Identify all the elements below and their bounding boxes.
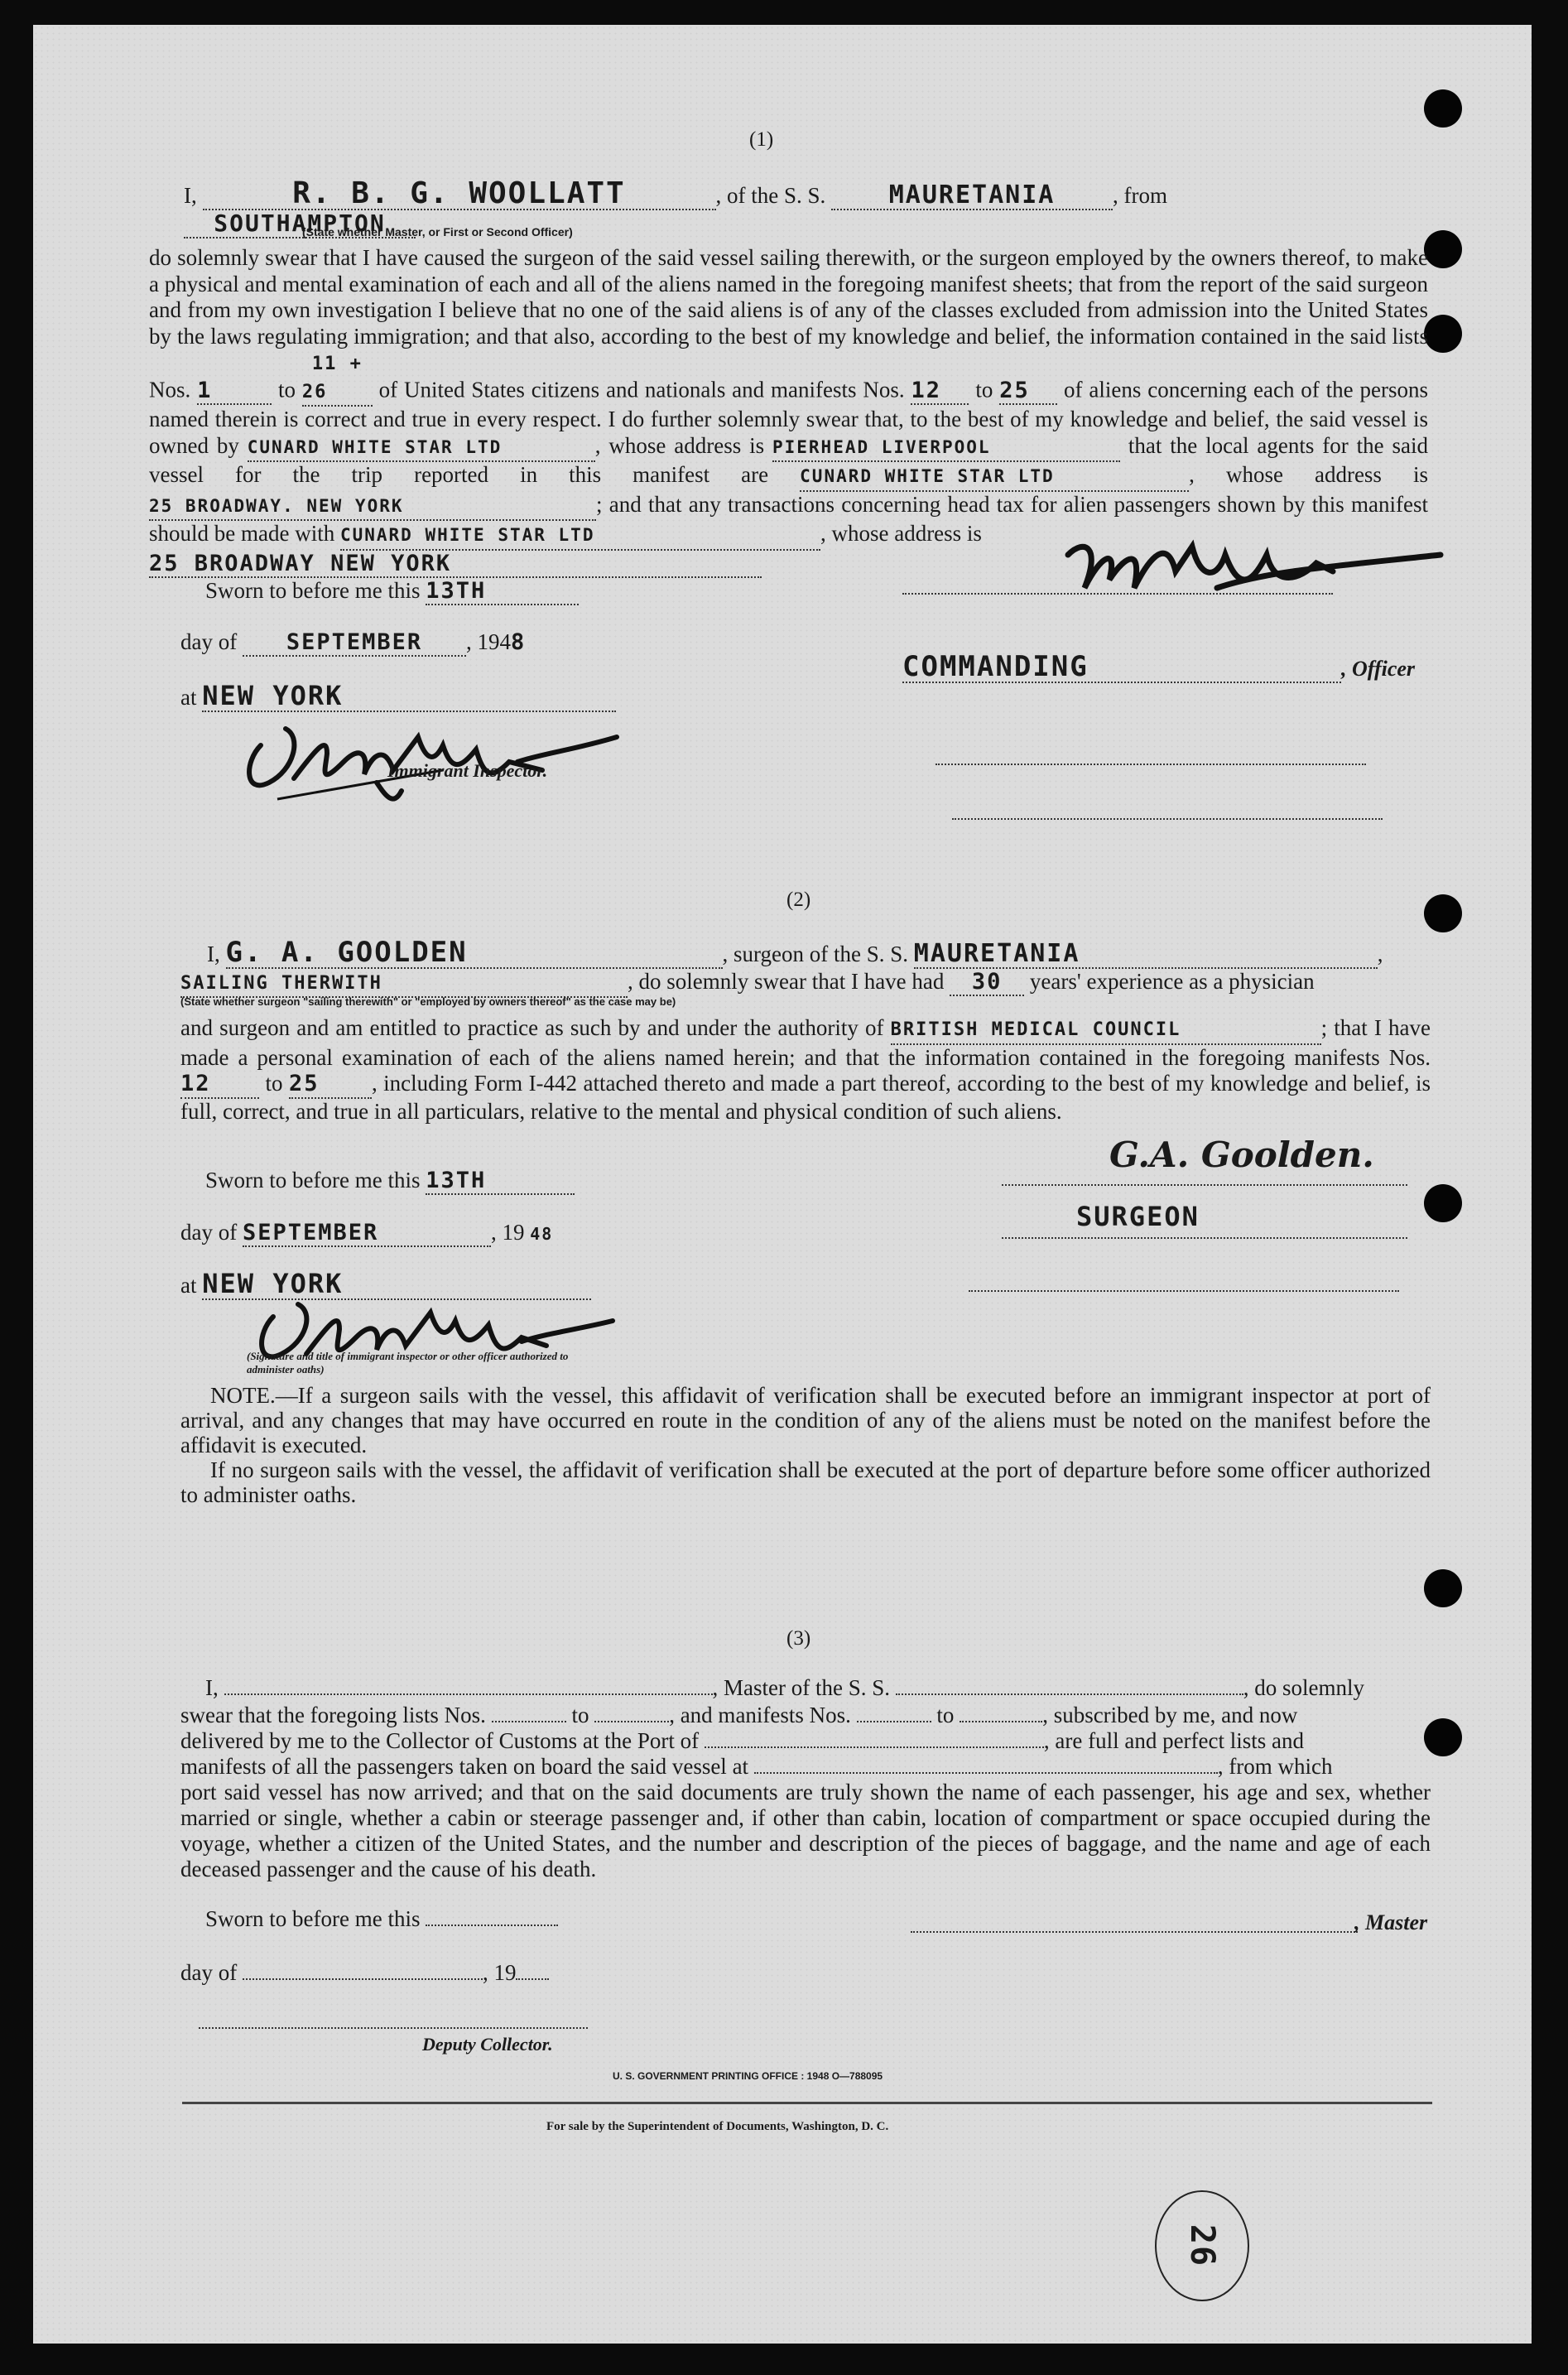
- manifest-to: 25: [999, 377, 1030, 403]
- deputy-signature-line: [199, 2027, 588, 2029]
- sworn-at-line: at NEW YORK: [180, 1271, 591, 1300]
- blank-line: [969, 1290, 1399, 1292]
- sailing-caption: (State whether surgeon "sailing therewith" or "employed by owners thereof" as the case may be): [180, 995, 676, 1008]
- section-number: (3): [786, 1627, 811, 1650]
- officer-caption: (Signature and title of immigrant inspector or other officer authorized to administer oaths): [247, 1350, 569, 1375]
- section3-line1: I, , Master of the S. S. , do solemnly: [205, 1675, 1364, 1700]
- punch-hole: [1424, 89, 1462, 128]
- note-paragraph: NOTE.—If a surgeon sails with the vessel, this affidavit of verification shall be executed before an immigrant inspector at port of arrival, and any changes that may have occurred en route in the condition of any of the aliens must be noted on the manifest before the affidavit is executed.: [180, 1383, 1431, 1457]
- surgeon-manifest-to: 25: [288, 1071, 320, 1096]
- section1-oath-line1: I, R. B. G. WOOLLATT , of the S. S. MAURETANIA , from SOUTHAMPTON: [184, 176, 1167, 237]
- punch-hole: [1424, 1569, 1462, 1607]
- sworn-day-line: day of SEPTEMBER , 19 48: [180, 1220, 554, 1245]
- surgeon-sworn-at: NEW YORK: [202, 1268, 344, 1299]
- inspector-label: Immigrant Inspector.: [387, 760, 548, 781]
- page-stamp-number: 26: [1182, 2223, 1221, 2268]
- head-tax-party: CUNARD WHITE STAR LTD: [339, 525, 595, 545]
- blank-line: [1002, 1237, 1407, 1239]
- sworn-day: 13TH: [426, 578, 487, 604]
- punch-hole: [1424, 230, 1462, 268]
- surgeon-ship: MAURETANIA: [913, 939, 1080, 968]
- officer-signature-line: [902, 593, 1333, 595]
- year-prefix: 19: [493, 1960, 517, 1985]
- master-name: R. B. G. WOOLLATT: [292, 176, 626, 210]
- page-stamp: [1155, 2190, 1249, 2301]
- list-nos-to: 11 + 26: [301, 354, 363, 402]
- surgeon-body: and surgeon and am entitled to practice as such by and under the authority of BRITISH MEDICAL COUNCIL ; that I have made a personal examination of each of the aliens named herein; and that the information contained in the foregoing manifests Nos. 12 to 25 , including Form I-442 attached thereto and made a part thereof, according to the best of my knowledge and belief, is full, correct, and true in all particulars, relative to the mental and physical condition of such aliens.: [180, 1015, 1431, 1124]
- section3-line4: manifests of all the passengers taken on board the said vessel at , from which: [180, 1754, 1333, 1779]
- punch-hole: [1424, 894, 1462, 932]
- sale-line: For sale by the Superintendent of Documents, Washington, D. C.: [546, 2120, 889, 2133]
- section3-line2: swear that the foregoing lists Nos. to , and manifests Nos. to , subscribed by me, and now: [180, 1703, 1298, 1727]
- master-caption: (State whether Master, or First or Second Officer): [302, 225, 573, 238]
- section3-body: port said vessel has now arrived; and that on the said documents are truly shown the name of each passenger, his age and sex, whether married or single, whether a cabin or steerage passenger and, if other than cabin, location of compartment or space occupied during the voyage, whether a citizen of the United States, and the number and description of the pieces of baggage, and the name and age of each deceased passenger and the cause of his death.: [180, 1780, 1431, 1881]
- officer-signature: [1051, 522, 1465, 621]
- officer-title: COMMANDING: [902, 650, 1089, 683]
- section-number: (2): [786, 889, 811, 911]
- sworn-line: Sworn to before me this: [205, 1906, 558, 1932]
- ship-name: MAURETANIA: [888, 181, 1056, 210]
- year-suffix: 8: [510, 629, 527, 655]
- punch-hole: [1424, 1184, 1462, 1222]
- owner-address: PIERHEAD LIVERPOOL: [772, 436, 991, 457]
- deputy-label: Deputy Collector.: [422, 2034, 553, 2055]
- list-nos-from: 1: [197, 377, 213, 403]
- section-number: (1): [749, 128, 774, 151]
- officer-title-line: [902, 650, 1416, 683]
- gpo-line: U. S. GOVERNMENT PRINTING OFFICE : 1948 O—788095: [613, 2070, 883, 2082]
- master-label: , Master: [1354, 1910, 1428, 1934]
- manifest-verification-page: [33, 25, 1532, 2344]
- surgeon-sworn-month: SEPTEMBER: [242, 1220, 379, 1245]
- surgeon-signature-line: [1002, 1184, 1407, 1186]
- surgeon-line2: SAILING THERWITH , do solemnly swear that I have had 30 years' experience as a physician: [180, 969, 1431, 998]
- owner: CUNARD WHITE STAR LTD: [247, 436, 503, 457]
- year-prefix: 194: [477, 629, 511, 654]
- surgeon-sworn-day: 13TH: [426, 1168, 487, 1193]
- master-signature-line: [911, 1931, 1358, 1933]
- head-tax-address: 25 BROADWAY NEW YORK: [149, 550, 452, 576]
- sworn-day-line: day of SEPTEMBER , 1948: [180, 629, 527, 655]
- note-paragraph: If no surgeon sails with the vessel, the affidavit of verification shall be executed at the port of departure before some officer authorized to administer oaths.: [180, 1457, 1431, 1507]
- surgeon-name: G. A. GOOLDEN: [225, 936, 468, 969]
- surgeon-line1: I, G. A. GOOLDEN , surgeon of the S. S. MAURETANIA ,: [207, 936, 1383, 969]
- port-from: SOUTHAMPTON: [214, 210, 386, 237]
- surgeon-signature: G.A. Goolden.: [1109, 1135, 1374, 1175]
- sworn-at: NEW YORK: [202, 680, 344, 711]
- year-suffix: 48: [530, 1224, 554, 1244]
- year-prefix: 19: [502, 1220, 525, 1245]
- surgeon-title: SURGEON: [1076, 1201, 1200, 1232]
- blank-line: [952, 818, 1383, 820]
- officer-label: , Officer: [1341, 657, 1416, 681]
- footer-rule: [182, 2102, 1432, 2104]
- sworn-month: SEPTEMBER: [286, 629, 423, 655]
- manifest-from: 12: [911, 377, 941, 403]
- section3-line3: delivered by me to the Collector of Customs at the Port of , are full and perfect lists and: [180, 1728, 1305, 1753]
- blank-line: [936, 764, 1366, 765]
- sailing-status: SAILING THERWITH: [180, 973, 382, 994]
- section1-oath-body: do solemnly swear that I have caused the surgeon of the said vessel sailing therewith, or the surgeon employed by the owners thereof, to make a physical and mental examination of each and all of the aliens named in the foregoing manifest sheets; that from the report of the said surgeon and from my own investigation I believe that no one of the said aliens is of any of the classes excluded from admission into the United States by the laws regulating immigration; and that also, according to the best of my knowledge and belief, the information contained in the said lists Nos. 1 to 11 + 26 of United States citizens and nationals and manifests Nos. 12 to 25 of aliens concerning each of the persons named therein is correct and true in every respect. I do further solemnly swear that, to the best of my knowledge and belief, the said vessel is owned by CUNARD WHITE STAR LTD , whose address is PIERHEAD LIVERPOOL that the local agents for the said vessel for the trip reported in this manifest are CUNARD WHITE STAR LTD , whose address is 25 BROADWAY. NEW YORK ; and that any transactions concerning head tax for alien passengers shown by this manifest should be made with CUNARD WHITE STAR LTD , whose address is 25 BROADWAY NEW YORK: [149, 245, 1428, 578]
- surgeon-manifest-from: 12: [180, 1071, 211, 1096]
- agents-address: 25 BROADWAY. NEW YORK: [149, 495, 404, 516]
- punch-hole: [1424, 315, 1462, 353]
- sworn-line: Sworn to before me this 13TH: [205, 1168, 575, 1195]
- sworn-at-line: at NEW YORK: [180, 683, 616, 712]
- authority: BRITISH MEDICAL COUNCIL: [890, 1019, 1181, 1040]
- agents: CUNARD WHITE STAR LTD: [800, 466, 1055, 486]
- years-experience: 30: [971, 969, 1003, 995]
- sworn-line: Sworn to before me this 13TH: [205, 578, 579, 605]
- sworn-day-line: day of , 19: [180, 1960, 549, 1986]
- inspector-signature: [228, 704, 658, 812]
